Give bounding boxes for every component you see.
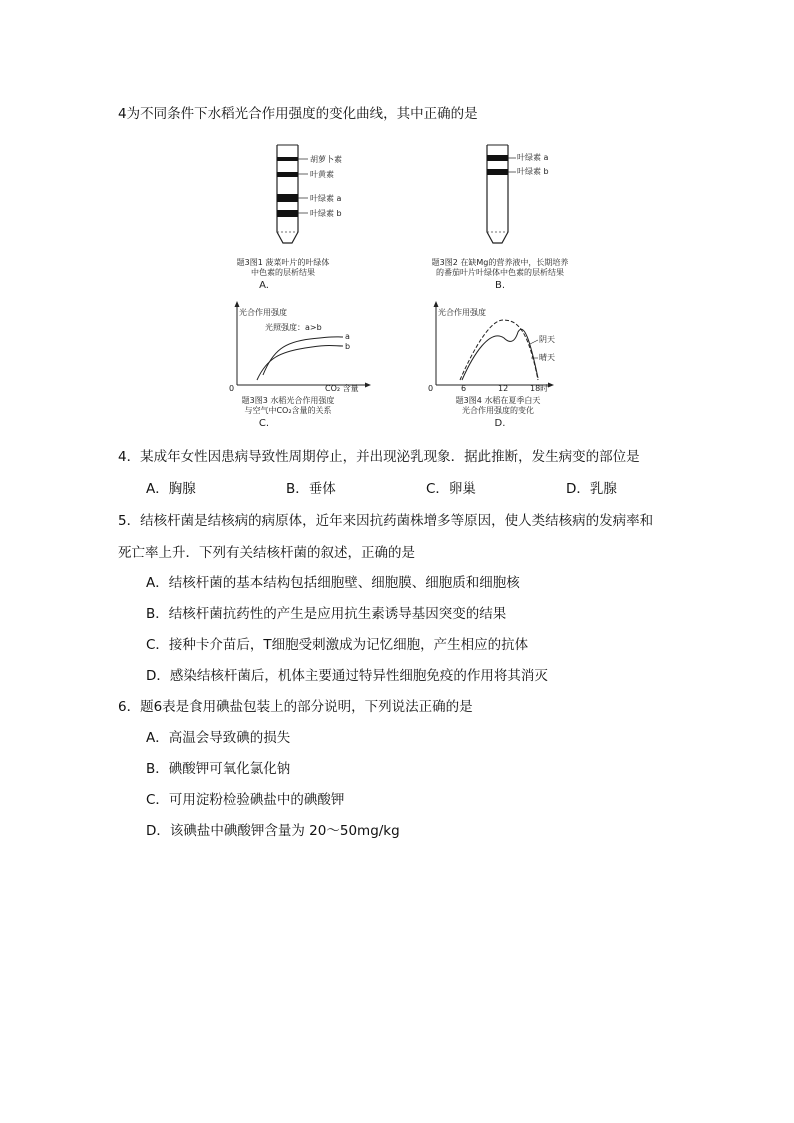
legend-sunny: 晴天 bbox=[539, 353, 555, 362]
band-chlorophyll-b bbox=[487, 169, 508, 175]
question-5-option-d: D．感染结核杆菌后，机体主要通过特异性细胞免疫的作用将其消灭 bbox=[146, 668, 548, 684]
figure-c-caption-2: 与空气中CO₂含量的关系 bbox=[244, 406, 332, 415]
band-label-4: 叶绿素 b bbox=[310, 209, 342, 218]
band-chlorophyll-b bbox=[277, 210, 298, 217]
question-6-option-a: A．高温会导致碘的损失 bbox=[146, 730, 291, 746]
figure-c-letter: C. bbox=[258, 418, 270, 429]
tick-18: 18时 bbox=[530, 384, 549, 393]
graph-c-xlabel: CO₂ 含量 bbox=[325, 384, 359, 393]
band-label-3: 叶绿素 a bbox=[310, 194, 342, 203]
figure-d-caption-1: 题3图4 水稻在夏季白天 bbox=[455, 396, 541, 405]
figure-b-letter: B. bbox=[494, 280, 506, 291]
question-6-stem: 6．题6表是食用碘盐包装上的部分说明，下列说法正确的是 bbox=[118, 699, 473, 715]
figure-a-caption-2: 中色素的层析结果 bbox=[251, 268, 315, 277]
question-4-option-a: A．胸腺 bbox=[146, 481, 196, 497]
figure-b-caption-1: 题3图2 在缺Mg的营养液中，长期培养 bbox=[431, 258, 569, 267]
question-6-option-c: C．可用淀粉检验碘盐中的碘酸钾 bbox=[146, 792, 345, 808]
question-5-stem-line-1: 5．结核杆菌是结核病的病原体，近年来因抗药菌株增多等原因，使人类结核病的发病率和 bbox=[118, 513, 654, 529]
figure-b-caption-2: 的番茄叶片叶绿体中色素的层析结果 bbox=[436, 268, 564, 277]
graph-c-origin: 0 bbox=[229, 384, 235, 393]
band-label-2: 叶黄素 bbox=[310, 170, 334, 179]
question-5-option-b: B．结核杆菌抗药性的产生是应用抗生素诱导基因突变的结果 bbox=[146, 606, 507, 622]
question-5-option-a: A．结核杆菌的基本结构包括细胞壁、细胞膜、细胞质和细胞核 bbox=[146, 575, 520, 591]
band-label-1: 胡萝卜素 bbox=[310, 155, 342, 164]
curve-cloudy bbox=[460, 320, 538, 380]
graph-c-legend: 光照强度：a>b bbox=[265, 323, 322, 332]
figure-d-letter: D. bbox=[494, 418, 506, 429]
question-4-stem: 4．某成年女性因患病导致性周期停止，并出现泌乳现象．据此推断，发生病变的部位是 bbox=[118, 449, 640, 465]
question-5-stem-line-2: 死亡率上升．下列有关结核杆菌的叙述，正确的是 bbox=[118, 545, 415, 561]
band-xanthophyll bbox=[277, 172, 298, 177]
curve-a bbox=[263, 337, 343, 375]
band-carotene bbox=[277, 157, 298, 161]
tick-12: 12 bbox=[498, 384, 509, 393]
question-4-option-b: B．垂体 bbox=[286, 481, 336, 497]
curve-b bbox=[257, 346, 343, 381]
graph-d-origin: 0 bbox=[428, 384, 434, 393]
question-5-option-c: C．接种卡介苗后，T细胞受刺激成为记忆细胞，产生相应的抗体 bbox=[146, 637, 529, 653]
graph-c-ylabel: 光合作用强度 bbox=[239, 308, 287, 317]
question-4-option-c: C．卵巢 bbox=[426, 481, 476, 497]
tick-6: 6 bbox=[461, 384, 467, 393]
figure-a-caption-1: 题3图1 菠菜叶片的叶绿体 bbox=[236, 258, 330, 267]
band-label-1: 叶绿素 a bbox=[517, 153, 549, 162]
figure-d-caption-2: 光合作用强度的变化 bbox=[462, 406, 534, 415]
question-4-option-d: D．乳腺 bbox=[566, 481, 617, 497]
curve-a-label: a bbox=[345, 332, 350, 341]
question-6-option-d: D．该碘盐中碘酸钾含量为 20～50mg/kg bbox=[146, 823, 400, 839]
figure-b bbox=[460, 142, 580, 252]
curve-sunny bbox=[462, 329, 538, 380]
band-chlorophyll-a bbox=[277, 194, 298, 202]
question-6-option-b: B．碘酸钾可氧化氯化钠 bbox=[146, 761, 291, 777]
intro-text: 4为不同条件下水稻光合作用强度的变化曲线，其中正确的是 bbox=[118, 106, 478, 122]
curve-b-label: b bbox=[345, 342, 351, 351]
graph-d-ylabel: 光合作用强度 bbox=[438, 308, 486, 317]
legend-cloudy: 阴天 bbox=[539, 335, 555, 344]
band-chlorophyll-a bbox=[487, 155, 508, 161]
band-label-2: 叶绿素 b bbox=[517, 167, 549, 176]
figure-a-letter: A. bbox=[259, 280, 269, 291]
figure-c bbox=[225, 300, 375, 395]
figure-d bbox=[428, 300, 578, 395]
figure-c-caption-1: 题3图3 水稻光合作用强度 bbox=[241, 396, 335, 405]
